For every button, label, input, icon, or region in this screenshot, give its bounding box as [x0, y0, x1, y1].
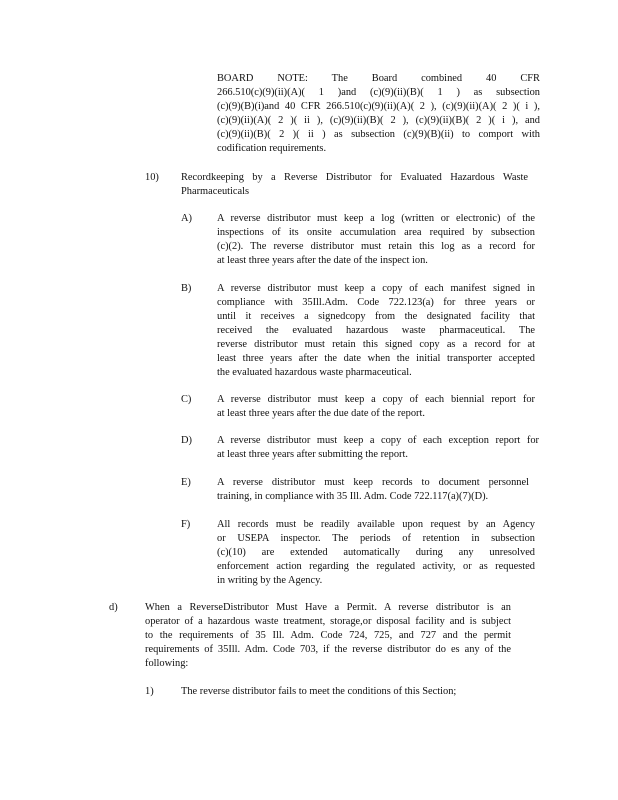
section-d-line: to the requirements of 35 Ill. Adm. Code 724, 725, and 727 and the permit	[145, 630, 511, 641]
section-d-text	[145, 601, 511, 671]
item-e-line: A reverse distributor must keep records to document personnel	[217, 477, 529, 488]
section-d-item-1-text	[181, 685, 521, 699]
board-note	[217, 72, 540, 156]
item-f-line: enforcement action regarding the regulated activity, or as requested	[217, 561, 535, 572]
item-d-text	[217, 434, 539, 462]
board-note-line: codification requirements.	[217, 143, 327, 154]
item-f-line: (c)(10) are extended automatically during any unresolved	[217, 547, 535, 558]
board-note-line: 266.510(c)(9)(ii)(A)( 1 )and (c)(9)(ii)(B)( 1 ) as subsection	[217, 87, 540, 98]
item-c-line: A reverse distributor must keep a copy of each biennial report for	[217, 394, 535, 405]
item-f-text	[217, 518, 535, 588]
section-d-marker: d)	[109, 602, 118, 613]
item-a-line: A reverse distributor must keep a log (written or electronic) of the	[217, 213, 535, 224]
item-f-line: in writing by the Agency.	[217, 575, 323, 586]
item-f-line: or USEPA inspector. The periods of retention in subsection	[217, 533, 535, 544]
item-a-line: inspections of its onsite accumulation area required by subsection	[217, 227, 535, 238]
section-d-line: following:	[145, 658, 189, 669]
item-f-marker: F)	[181, 519, 191, 530]
section-d-item-1-marker: 1)	[145, 686, 154, 697]
item-e-line: training, in compliance with 35 Ill. Adm. Code 722.117(a)(7)(D).	[217, 491, 489, 502]
item-b-line: reverse distributor must retain this signed copy as a record for at	[217, 339, 535, 350]
section-10-heading-line: Recordkeeping by a Reverse Distributor for Evaluated Hazardous Waste	[181, 172, 528, 183]
section-d-line: When a ReverseDistributor Must Have a Permit. A reverse distributor is an	[145, 602, 511, 613]
item-d-marker: D)	[181, 435, 192, 446]
section-d-line: requirements of 35Ill. Adm. Code 703, if the reverse distributor do es any of the	[145, 644, 511, 655]
item-d-line: at least three years after submitting the report.	[217, 449, 408, 460]
item-d-line: A reverse distributor must keep a copy of each exception report for	[217, 435, 539, 446]
item-c-text	[217, 393, 535, 421]
item-b-line: received the evaluated hazardous waste pharmaceutical. The	[217, 325, 535, 336]
item-f-line: All records must be readily available upon request by an Agency	[217, 519, 535, 530]
item-b-line: A reverse distributor must keep a copy of each manifest signed in	[217, 283, 535, 294]
item-a-marker: A)	[181, 213, 192, 224]
item-c-marker: C)	[181, 394, 192, 405]
item-e-text	[217, 476, 529, 504]
item-b-line: the evaluated hazardous waste pharmaceutical.	[217, 367, 412, 378]
item-b-line: until it receives a signedcopy from the designated facility that	[217, 311, 535, 322]
section-10-heading	[181, 171, 528, 199]
item-b-marker: B)	[181, 283, 192, 294]
section-d-line: operator of a hazardous waste treatment, storage,or disposal facility and is subject	[145, 616, 511, 627]
board-note-line: (c)(9)(B)(i)and 40 CFR 266.510(c)(9)(ii)(A)( 2 ), (c)(9)(ii)(A)( 2 )( i ),	[217, 101, 540, 112]
item-e-marker: E)	[181, 477, 191, 488]
item-c-line: at least three years after the due date of the report.	[217, 408, 425, 419]
board-note-line: (c)(9)(ii)(B)( 2 )( ii ) as subsection (c)(9)(B)(ii) to comport with	[217, 129, 540, 140]
section-d-item-1-line: The reverse distributor fails to meet the conditions of this Section;	[181, 686, 457, 697]
board-note-line: BOARD NOTE: The Board combined 40 CFR	[217, 73, 540, 84]
item-b-text	[217, 282, 535, 380]
item-a-line: (c)(2). The reverse distributor must retain this log as a record for	[217, 241, 535, 252]
item-a-text	[217, 212, 535, 268]
item-b-line: least three years after the date when the initial transporter accepted	[217, 353, 535, 364]
section-10-heading-line: Pharmaceuticals	[181, 186, 250, 197]
section-10-marker: 10)	[145, 172, 159, 183]
item-b-line: compliance with 35Ill.Adm. Code 722.123(a) for three years or	[217, 297, 535, 308]
item-a-line: at least three years after the date of the inspect ion.	[217, 255, 428, 266]
board-note-line: (c)(9)(ii)(A)( 2 )( ii ), (c)(9)(ii)(B)( 2 ), (c)(9)(ii)(B)( 2 )( i ), and	[217, 115, 540, 126]
